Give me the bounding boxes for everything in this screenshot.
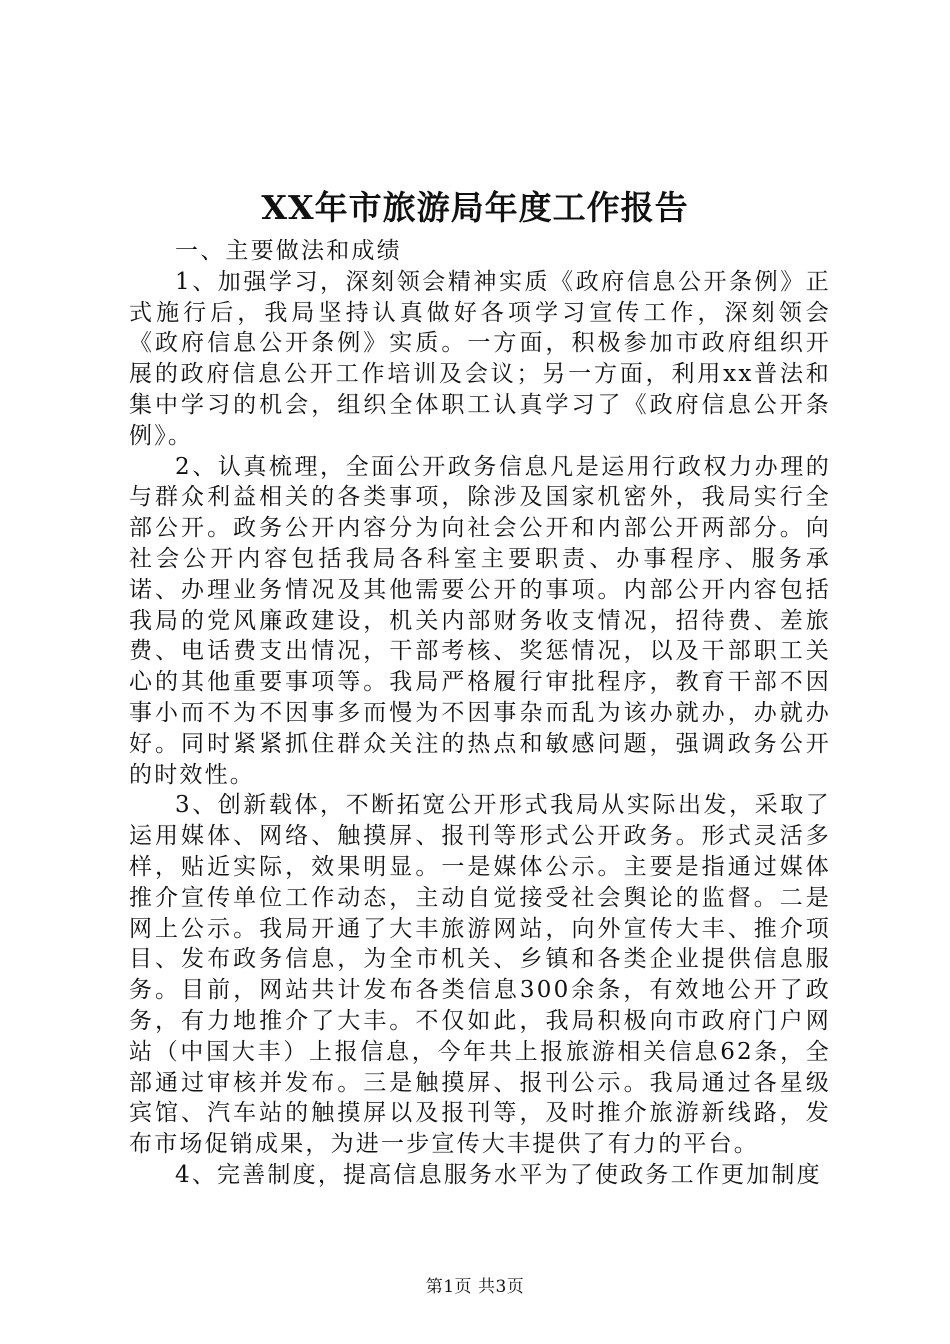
- document-title: XX年市旅游局年度工作报告: [261, 188, 689, 227]
- section-heading: 一、主要做法和成绩: [175, 238, 402, 264]
- document-body: [129, 236, 831, 1191]
- paragraph-4: 4、完善制度，提高信息服务水平为了使政务工作更加制度: [175, 1161, 822, 1188]
- paragraph-3: 3、创新载体，不断拓宽公开形式我局从实际出发，采取了运用媒体、网络、触摸屏、报刊等形式公开政务。形式灵活多样，贴近实际，效果明显。一是媒体公示。主要是指通过媒体推介宣传单位工作动态，主动自觉接受社会舆论的监督。二是网上公示。我局开通了大丰旅游网站，向外宣传大丰、推介项目、发布政务信息，为全市机关、乡镇和各类企业提供信息服务。目前，网站共计发布各类信息300余条，有效地公开了政务，有力地推介了大丰。不仅如此，我局积极向市政府门户网站（中国大丰）上报信息，今年共上报旅游相关信息62条，全部通过审核并发布。三是触摸屏、报刊公示。我局通过各星级宾馆、汽车站的触摸屏以及报刊等，及时推介旅游新线路，发布市场促销成果，为进一步宣传大丰提供了有力的平台。: [129, 792, 831, 1158]
- page-footer: 第1页 共3页: [425, 1277, 525, 1297]
- paragraph-1: 1、加强学习，深刻领会精神实质《政府信息公开条例》正式施行后，我局坚持认真做好各项学习宣传工作，深刻领会《政府信息公开条例》实质。一方面，积极参加市政府组织开展的政府信息公开工作培训及会议；另一方面，利用xx普法和集中学习的机会，组织全体职工认真学习了《政府信息公开条例》。: [129, 268, 831, 449]
- paragraph-2: 2、认真梳理，全面公开政务信息凡是运用行政权力办理的与群众利益相关的各类事项，除涉及国家机密外，我局实行全部公开。政务公开内容分为向社会公开和内部公开两部分。向社会公开内容包括我局各科室主要职责、办事程序、服务承诺、办理业务情况及其他需要公开的事项。内部公开内容包括我局的党风廉政建设，机关内部财务收支情况，招待费、差旅费、电话费支出情况，干部考核、奖惩情况，以及干部职工关心的其他重要事项等。我局严格履行审批程序，教育干部不因事小而不为不因事多而慢为不因事杂而乱为该办就办，办就办好。同时紧紧抓住群众关注的热点和敏感问题，强调政务公开的时效性。: [129, 453, 831, 788]
